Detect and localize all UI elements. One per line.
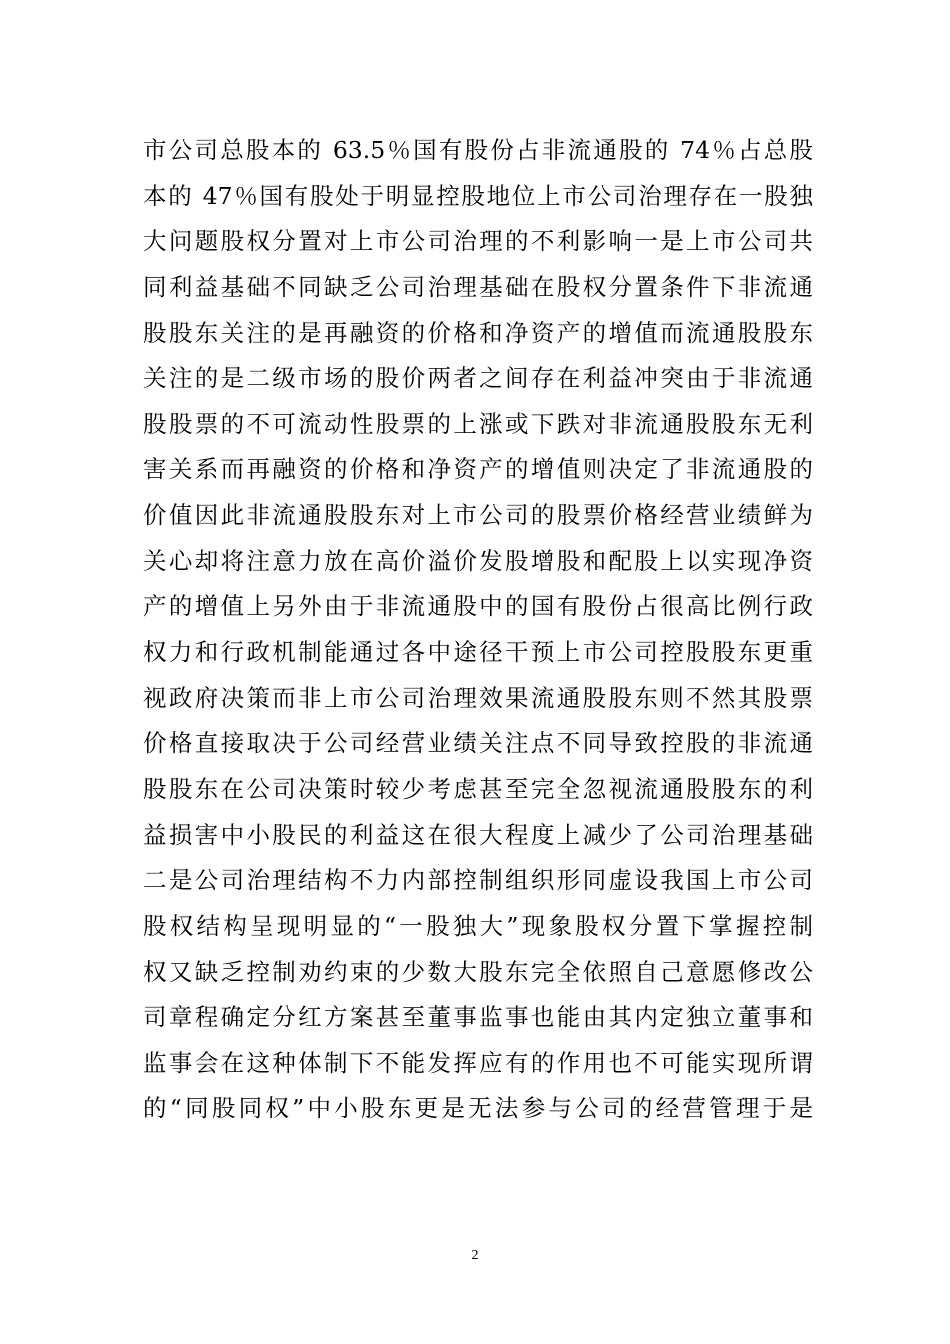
text-line: 股权结构呈现明显的“一股独大”现象股权分置下掌握控制 <box>143 911 813 940</box>
page-number: 2 <box>471 1248 479 1263</box>
text-line: 权又缺乏控制劝约束的少数大股东完全依照自己意愿修改公 <box>143 957 813 986</box>
body-text <box>143 128 813 1132</box>
text-line: 司章程确定分红方案甚至董事监事也能由其内定独立董事和 <box>143 1003 813 1032</box>
text-line: 视政府决策而非上市公司治理效果流通股股东则不然其股票 <box>143 683 813 712</box>
text-line: 市公司总股本的 63.5％国有股份占非流通股的 74％占总股 <box>143 136 813 164</box>
text-line: 股股票的不可流动性股票的上涨或下跌对非流通股股东无利 <box>143 409 813 438</box>
text-line: 的“同股同权”中小股东更是无法参与公司的经营管理于是 <box>143 1094 813 1123</box>
text-line: 益损害中小股民的利益这在很大程度上减少了公司治理基础 <box>143 820 813 849</box>
text-line: 二是公司治理结构不力内部控制组织形同虚设我国上市公司 <box>143 866 813 895</box>
text-line: 关注的是二级市场的股价两者之间存在利益冲突由于非流通 <box>143 364 813 393</box>
text-line: 监事会在这种体制下不能发挥应有的作用也不可能实现所谓 <box>143 1048 813 1077</box>
text-line: 价格直接取决于公司经营业绩关注点不同导致控股的非流通 <box>143 729 813 758</box>
text-line: 大问题股权分置对上市公司治理的不利影响一是上市公司共 <box>143 227 813 256</box>
text-line: 同利益基础不同缺乏公司治理基础在股权分置条件下非流通 <box>143 272 813 301</box>
text-line: 价值因此非流通股股东对上市公司的股票价格经营业绩鲜为 <box>143 501 813 530</box>
text-line: 权力和行政机制能通过各中途径干预上市公司控股股东更重 <box>143 638 813 667</box>
text-line: 股股东关注的是再融资的价格和净资产的增值而流通股股东 <box>143 318 813 347</box>
text-line: 关心却将注意力放在高价溢价发股增股和配股上以实现净资 <box>143 546 813 575</box>
text-line: 本的 47％国有股处于明显控股地位上市公司治理存在一股独 <box>143 181 813 210</box>
text-line: 股股东在公司决策时较少考虑甚至完全忽视流通股股东的利 <box>143 774 813 803</box>
text-line: 害关系而再融资的价格和净资产的增值则决定了非流通股的 <box>143 455 813 484</box>
text-line: 产的增值上另外由于非流通股中的国有股份占很高比例行政 <box>143 592 813 621</box>
